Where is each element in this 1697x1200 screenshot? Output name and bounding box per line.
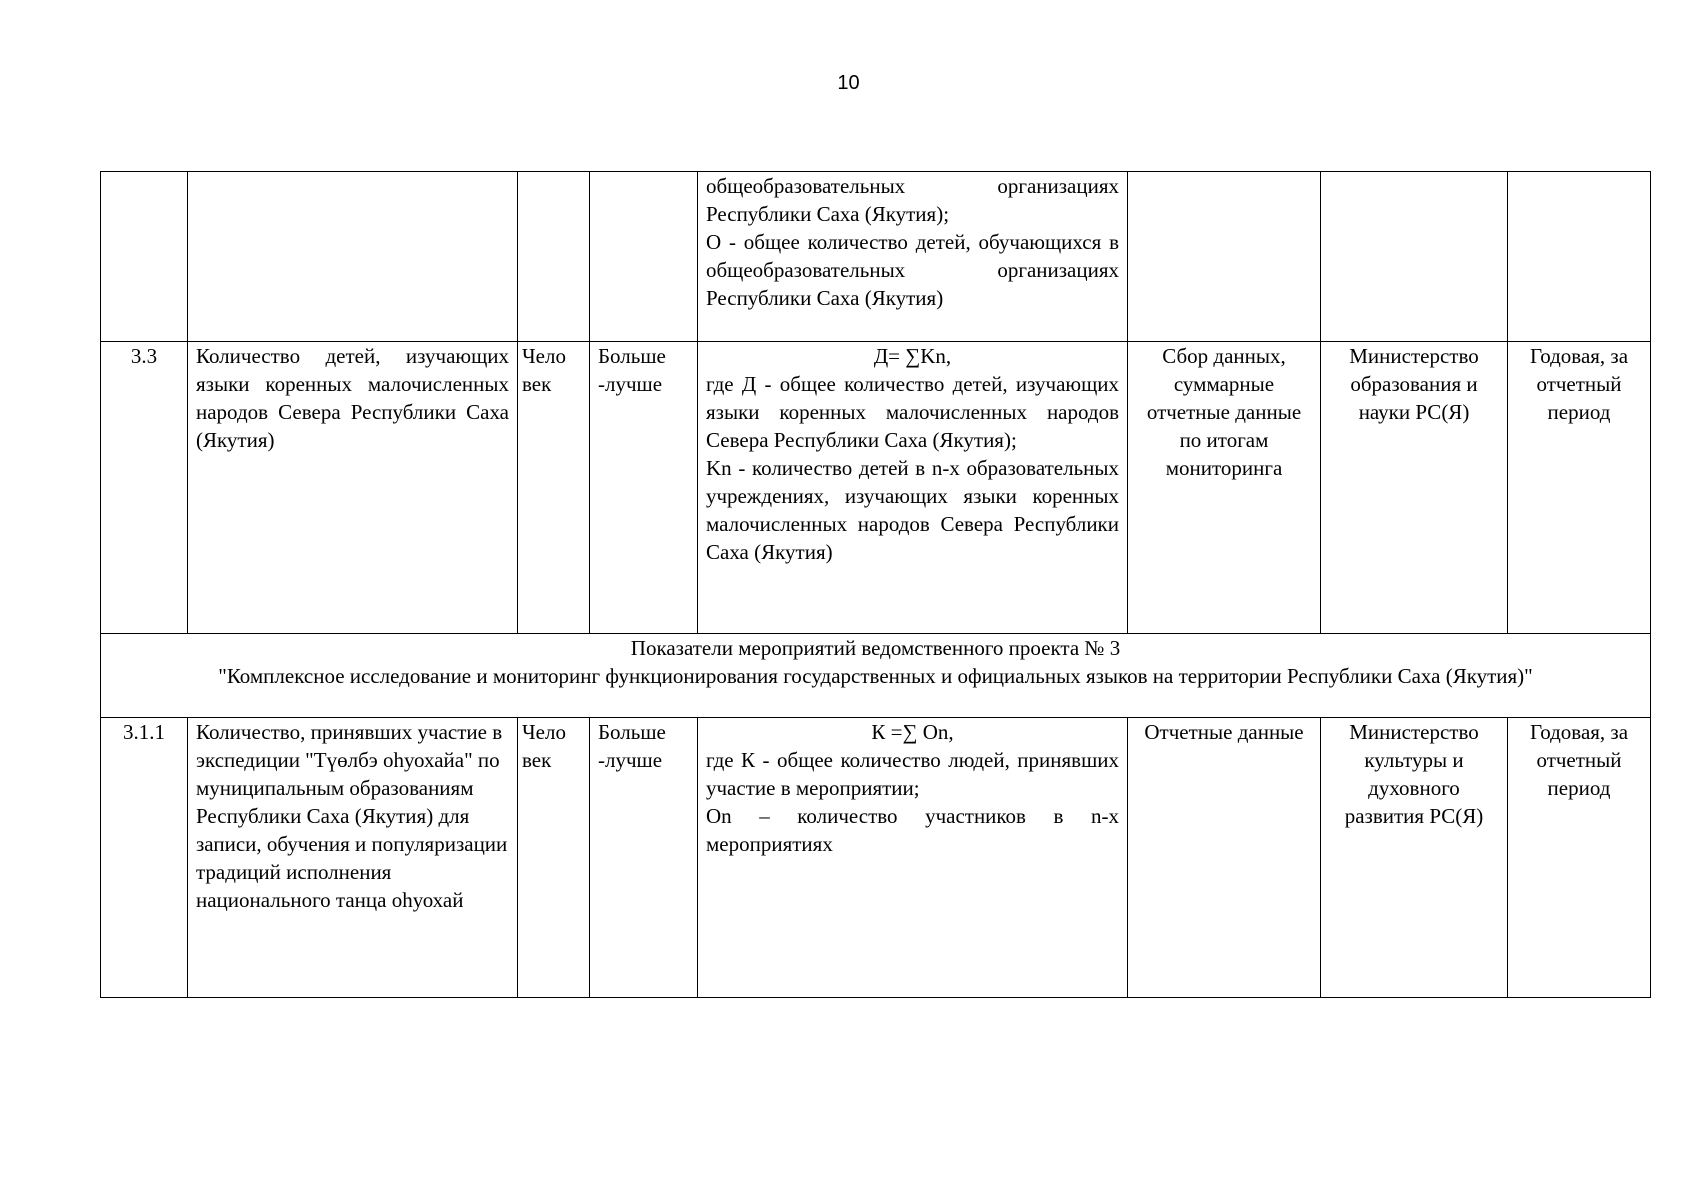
section-header [101, 634, 1651, 718]
cell-method-continuation [698, 172, 1128, 342]
unit-of-measure: Чело век [518, 342, 590, 634]
direction: Больше -лучше [590, 342, 698, 634]
method-text: On – количество участников в n-х мероприятиях [706, 804, 1119, 856]
data-source: Сбор данных, суммарные отчетные данные по итогам мониторинга [1128, 342, 1321, 634]
method-text: О - общее количество детей, обучающихся в общеобразовательных организациях Республики Саха (Якутия) [706, 230, 1119, 310]
section-header-row [101, 634, 1651, 718]
cell-period-empty [1508, 172, 1651, 342]
cell-direction-empty [590, 172, 698, 342]
calculation-method [698, 342, 1128, 634]
indicator-name: Количество детей, изучающих языки коренных малочисленных народов Севера Республики Саха (Якутия) [188, 342, 518, 634]
cell-name-empty [188, 172, 518, 342]
responsible-body: Министерство образования и науки РС(Я) [1321, 342, 1508, 634]
method-text: где К - общее количество людей, принявших участие в мероприятии; [706, 748, 1119, 800]
formula: К =∑ On, [871, 720, 954, 744]
data-source: Отчетные данные [1128, 718, 1321, 998]
method-text: Kn - количество детей в n-х образовательных учреждениях, изучающих языки коренных малочисленных народов Севера Республики Саха (Якутия) [706, 456, 1119, 564]
reporting-period: Годовая, за отчетный период [1508, 718, 1651, 998]
section-title: Показатели мероприятий ведомственного проекта № 3 [630, 636, 1121, 660]
row-number: 3.1.1 [101, 718, 188, 998]
table-row-3-1-1 [101, 718, 1651, 998]
calculation-method [698, 718, 1128, 998]
table-row-continuation [101, 172, 1651, 342]
cell-responsible-empty [1321, 172, 1508, 342]
formula: Д= ∑Kn, [873, 344, 952, 368]
method-text: где Д - общее количество детей, изучающих языки коренных малочисленных народов Севера Республики Саха (Якутия); [706, 372, 1119, 452]
responsible-body: Министерство культуры и духовного развития РС(Я) [1321, 718, 1508, 998]
method-text: общеобразовательных организациях Республики Саха (Якутия); [706, 174, 1119, 226]
row-number: 3.3 [101, 342, 188, 634]
unit-of-measure: Чело век [518, 718, 590, 998]
reporting-period: Годовая, за отчетный период [1508, 342, 1651, 634]
cell-unit-empty [518, 172, 590, 342]
direction: Больше -лучше [590, 718, 698, 998]
table-row-3-3 [101, 342, 1651, 634]
cell-source-empty [1128, 172, 1321, 342]
page-number: 10 [837, 72, 860, 94]
indicator-name: Количество, принявших участие в экспедиции "Түөлбэ оһуохайа" по муниципальным образованиям Республики Саха (Якутия) для записи, обучения и популяризации традиций исполнения национального танца оһуохай [188, 718, 518, 998]
cell-num-empty [101, 172, 188, 342]
indicators-table [100, 171, 1651, 998]
section-subtitle: "Комплексное исследование и мониторинг функционирования государственных и официальных языков на территории Республики Саха (Якутия)" [218, 664, 1533, 688]
